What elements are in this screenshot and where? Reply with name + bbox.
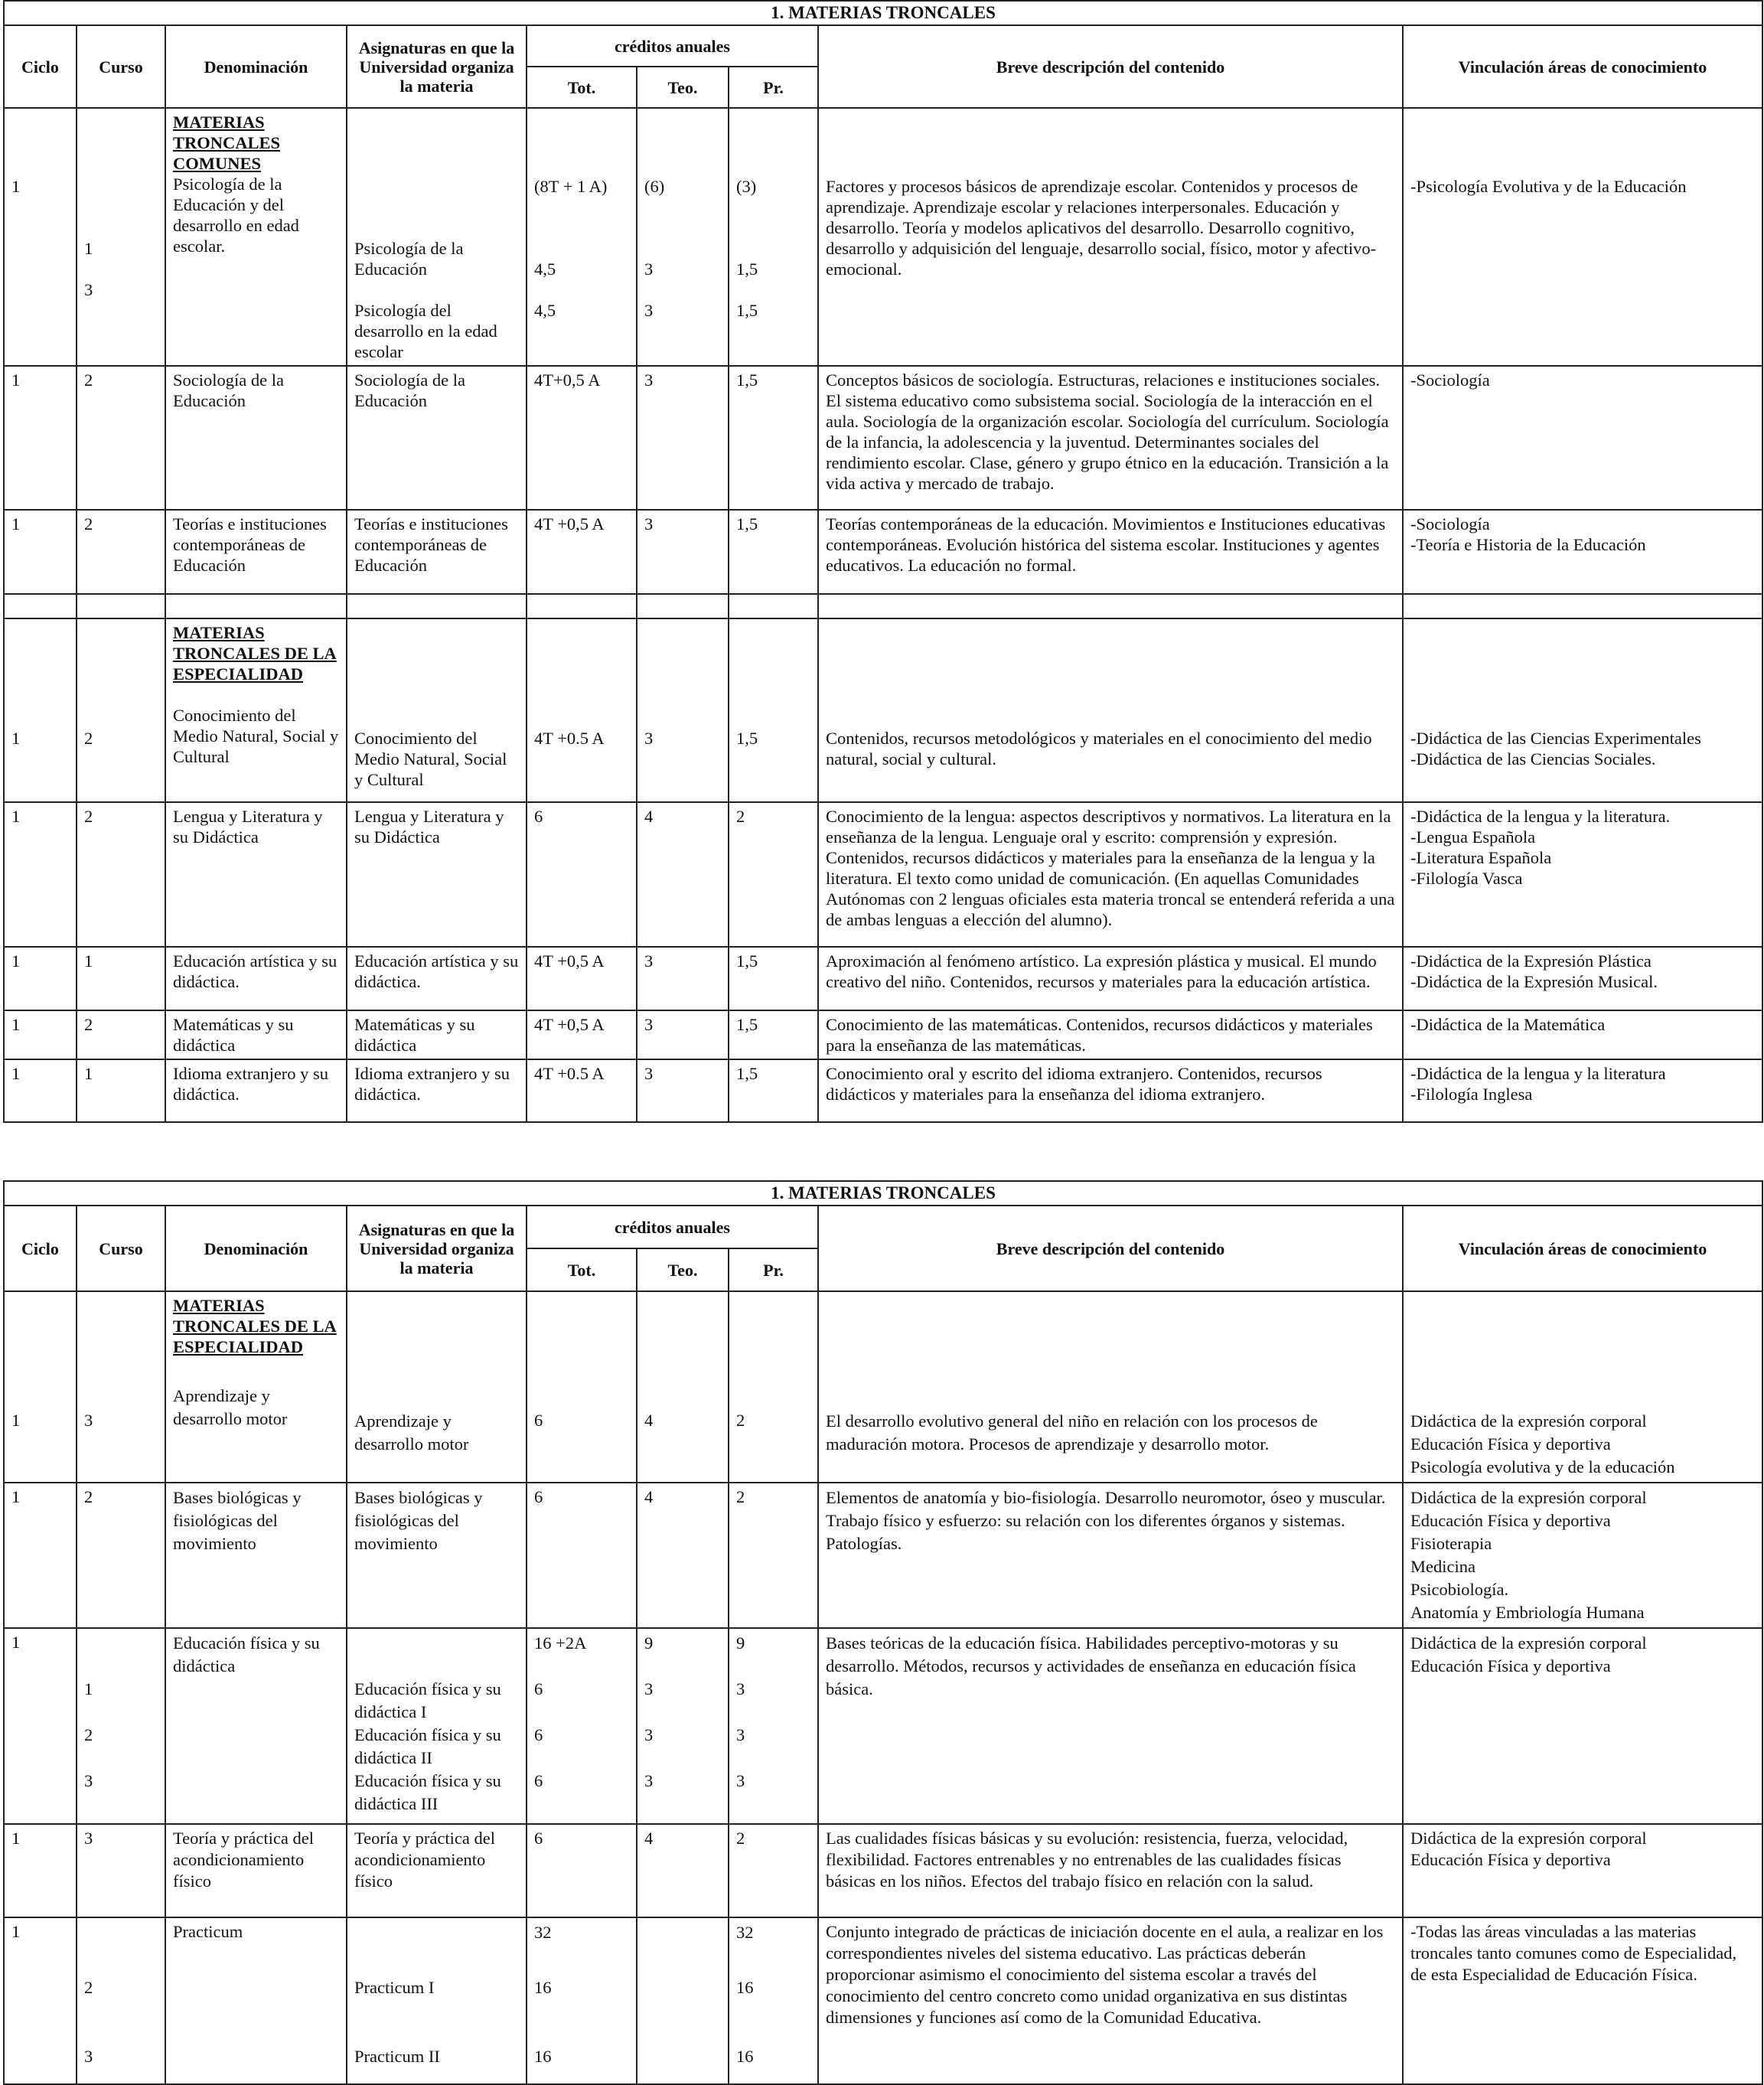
header-asignaturas: Asignaturas en que la Universidad organiza la materia <box>347 1206 527 1291</box>
header-ciclo: Ciclo <box>4 1206 77 1291</box>
header-vinculacion: Vinculación áreas de conocimiento <box>1403 25 1762 108</box>
header-denominacion: Denominación <box>165 1206 347 1291</box>
table-row: 1 2 Bases biológicas y fisiológicas del movimiento Bases biológicas y fisiológicas del movimiento 6 4 2 Elementos de anatomía y bio-fisiología. Desarrollo neuromotor, óseo y muscular. Trabajo físico y esfuerzo: su relación con los diferentes órganos y sistemas. Patologías. Didáctica de la expresión corporal Educación Física y deportiva Fisioterapia Medicina Psicobiología. Anatomía y Embriología Humana <box>4 1483 1762 1628</box>
header-curso: Curso <box>77 25 165 108</box>
table-title: 1. MATERIAS TRONCALES <box>4 1 1762 25</box>
header-creditos: créditos anuales <box>527 25 818 67</box>
table-row: 1 2 Sociología de la Educación Sociología de la Educación 4T+0,5 A 3 1,5 Conceptos básicos de sociología. Estructuras, relaciones e instituciones sociales. El sistema educativo como subsistema social. Sociología de la interacción en el aula. Sociología de la organización escolar. Sociología del currículum. Sociología de la infancia, la adolescencia y la juventud. Determinantes sociales del rendimiento escolar. Clase, género y grupo étnico en la educación. Transición a la vida activa y mercado de trabajo. -Sociología <box>4 366 1762 510</box>
header-ciclo: Ciclo <box>4 25 77 108</box>
materias-troncales-table-1 <box>3 0 1763 1123</box>
section-heading-comunes: MATERIAS TRONCALES COMUNES <box>173 113 281 173</box>
table-row: 1 1 2 3 Educación física y su didáctica Educación física y su didáctica I Educación física y su didáctica II Educación física y su didáctica III 16 +2A 6 6 6 9 3 3 3 9 3 3 3 Bases teóricas de la educación física. Habilidades perceptivo-motoras y su desarrollo. Métodos, recursos y actividades de enseñanza en educación física básica. Didáctica de la expresión corporal Educación Física y deportiva <box>4 1628 1762 1824</box>
table-row: 1 2 Lengua y Literatura y su Didáctica Lengua y Literatura y su Didáctica 6 4 2 Conocimiento de la lengua: aspectos descriptivos y normativos. La literatura en la enseñanza de la lengua. Lenguaje oral y escrito: comprensión y expresión. Contenidos, recursos didácticos y materiales para la enseñanza de la lengua y la literatura. El texto como unidad de comunicación. (En aquellas Comunidades Autónomas con 2 lenguas oficiales esta materia troncal se entenderá referida a una de ambas lenguas a elección del alumno). -Didáctica de la lengua y la literatura. -Lengua Española -Literatura Española -Filología Vasca <box>4 802 1762 947</box>
table-row: 1 2 Teorías e instituciones contemporáneas de Educación Teorías e instituciones contemporáneas de Educación 4T +0,5 A 3 1,5 Teorías contemporáneas de la educación. Movimientos e Instituciones educativas contemporáneas. Evolución histórica del sistema escolar. Instituciones y agentes educativos. La educación no formal. -Sociología -Teoría e Historia de la Educación <box>4 510 1762 594</box>
section-heading-especialidad: MATERIAS TRONCALES DE LA ESPECIALIDAD <box>173 623 337 684</box>
header-pr: Pr. <box>729 67 818 108</box>
header-tot: Tot. <box>527 1248 637 1291</box>
materias-troncales-table-2 <box>3 1180 1763 2085</box>
header-denominacion: Denominación <box>165 25 347 108</box>
header-teo: Teo. <box>637 1248 729 1291</box>
header-creditos: créditos anuales <box>527 1206 818 1248</box>
table-row: 1 1 Idioma extranjero y su didáctica. Idioma extranjero y su didáctica. 4T +0.5 A 3 1,5 Conocimiento oral y escrito del idioma extranjero. Contenidos, recursos didácticos y materiales para la enseñanza del idioma extranjero. -Didáctica de la lengua y la literatura -Filología Inglesa <box>4 1059 1762 1122</box>
header-pr: Pr. <box>729 1248 818 1291</box>
header-vinculacion: Vinculación áreas de conocimiento <box>1403 1206 1762 1291</box>
table-row: 1 1 Educación artística y su didáctica. Educación artística y su didáctica. 4T +0,5 A 3 1,5 Aproximación al fenómeno artístico. La expresión plástica y musical. El mundo creativo del niño. Contenidos, recursos y materiales para la educación artística. -Didáctica de la Expresión Plástica -Didáctica de la Expresión Musical. <box>4 947 1762 1010</box>
table-row: 1 2 3 Practicum Practicum I Practicum II 32 16 16 32 16 16 Conjunto integrado de prácticas de iniciación docente en el aula, a realizar en los correspondientes niveles del sistema educativo. Las prácticas deberán proporcionar asimismo el conocimiento del sistema escolar a través del conocimiento del centro concreto como unidad organizativa en sus distintas dimensiones y funciones así como de la Comunidad Educativa. -Todas las áreas vinculadas a las materias troncales tanto comunes como de Especialidad, de esta Especialidad de Educación Física. <box>4 1917 1762 2084</box>
table-row: 1 1 3 MATERIAS TRONCALES COMUNES Psicología de la Educación y del desarrollo en edad escolar. Psicología de la Educación Psicología del desarrollo en la edad escolar (8T + 1 A) 4,5 4,5 (6) 3 3 (3) 1,5 1,5 Factores y procesos básicos de aprendizaje escolar. Contenidos y procesos de aprendizaje. Aprendizaje escolar y relaciones interpersonales. Educación y desarrollo. Teoría y modelos aplicativos del desarrollo. Desarrollo cognitivo, desarrollo y adquisición del lenguaje, desarrollo social, físico, motor y afectivo-emocional. -Psicología Evolutiva y de la Educación <box>4 108 1762 366</box>
table-row: 1 2 Matemáticas y su didáctica Matemáticas y su didáctica 4T +0,5 A 3 1,5 Conocimiento de las matemáticas. Contenidos, recursos didácticos y materiales para la enseñanza de las matemáticas. -Didáctica de la Matemática <box>4 1010 1762 1059</box>
header-descripcion: Breve descripción del contenido <box>818 25 1403 108</box>
header-curso: Curso <box>77 1206 165 1291</box>
spacer-row <box>4 594 1762 618</box>
header-descripcion: Breve descripción del contenido <box>818 1206 1403 1291</box>
section-heading-especialidad: MATERIAS TRONCALES DE LA ESPECIALIDAD <box>173 1296 337 1356</box>
table-row: 1 2 MATERIAS TRONCALES DE LA ESPECIALIDAD Conocimiento del Medio Natural, Social y Cultural Conocimiento del Medio Natural, Social y Cultural 4T +0.5 A 3 1,5 Contenidos, recursos metodológicos y materiales en el conocimiento del medio natural, social y cultural. -Didáctica de las Ciencias Experimentales -Didáctica de las Ciencias Sociales. <box>4 618 1762 802</box>
table-row: 1 3 Teoría y práctica del acondicionamiento físico Teoría y práctica del acondicionamiento físico 6 4 2 Las cualidades físicas básicas y su evolución: resistencia, fuerza, velocidad, flexibilidad. Factores entrenables y no entrenables de las cualidades físicas básicas en los niños. Efectos del trabajo físico en relación con la salud. Didáctica de la expresión corporal Educación Física y deportiva <box>4 1824 1762 1917</box>
table-row: 1 3 MATERIAS TRONCALES DE LA ESPECIALIDAD Aprendizaje y desarrollo motor Aprendizaje y desarrollo motor 6 4 2 El desarrollo evolutivo general del niño en relación con los procesos de maduración motora. Procesos de aprendizaje y desarrollo motor. Didáctica de la expresión corporal Educación Física y deportiva Psicología evolutiva y de la educación <box>4 1291 1762 1483</box>
header-tot: Tot. <box>527 67 637 108</box>
table-title: 1. MATERIAS TRONCALES <box>4 1181 1762 1206</box>
header-asignaturas: Asignaturas en que la Universidad organiza la materia <box>347 25 527 108</box>
header-teo: Teo. <box>637 67 729 108</box>
